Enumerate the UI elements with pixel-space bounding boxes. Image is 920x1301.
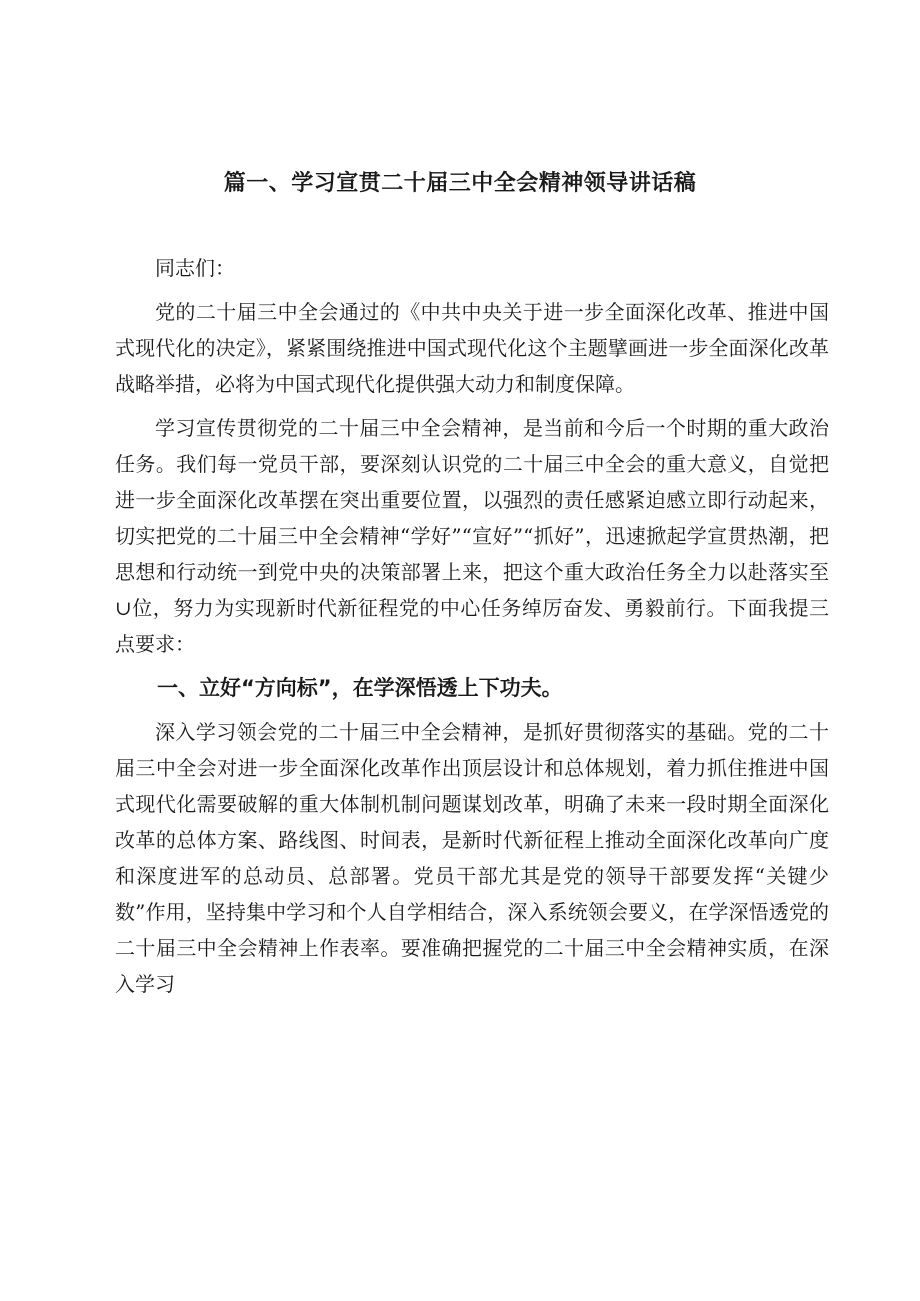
document-title: 篇一、学习宣贯二十届三中全会精神领导讲话稿 — [223, 171, 697, 196]
section-heading-1: 一、立好“方向标”，在学深悟透上下功夫。 — [157, 676, 563, 700]
paragraph-section-1: 深入学习领会党的二十届三中全会精神，是抓好贯彻落实的基础。党的二十届三中全会对进一步全面深化改革作出顶层设计和总体规划，着力抓住推进中国式现代化需要破解的重大体制机制问题谋划改革，明确了未来一段时期全面深化改革的总体方案、路线图、时间表，是新时代新征程上推动全面深化改革向广度和深度进军的总动员、总部署。党员干部尤其是党的领导干部要发挥“关键少数”作用，坚持集中学习和个人自学相结合，深入系统领会要义，在学深悟透党的二十届三中全会精神上作表率。要准确把握党的二十届三中全会精神实质，在深入学习 — [115, 720, 829, 996]
salutation: 同志们： — [155, 256, 235, 280]
document-body — [115, 250, 829, 1010]
paragraph-task: 学习宣传贯彻党的二十届三中全会精神，是当前和今后一个时期的重大政治任务。我们每一党员干部，要深刻认识党的二十届三中全会的重大意义，自觉把进一步全面深化改革摆在突出重要位置，以强烈的责任感紧迫感立即行动起来，切实把党的二十届三中全会精神“学好”“宣好”“抓好”，迅速掀起学宣贯热潮，把思想和行动统一到党中央的决策部署上来，把这个重大政治任务全力以赴落实至∪位，努力为实现新时代新征程党的中心任务绰厉奋发、勇毅前行。下面我提三点要求： — [115, 416, 829, 656]
paragraph-intro: 党的二十届三中全会通过的《中共中央关于进一步全面深化改革、推进中国式现代化的决定》，紧紧围绕推进中国式现代化这个主题擘画进一步全面深化改革战略举措，必将为中国式现代化提供强大动力和制度保障。 — [115, 300, 829, 396]
